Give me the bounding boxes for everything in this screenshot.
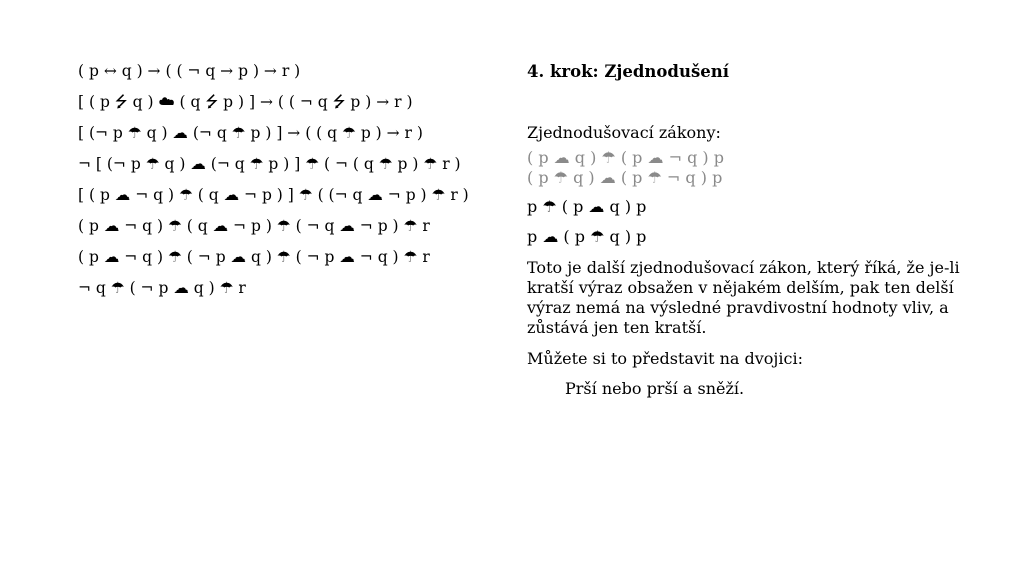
absorption-law-1: ( p ☁ q ) ☂ ( p ☁ ¬ q ) p [527, 148, 724, 167]
formula-line-2: [ ( p ⭍ q ) ☁ ( q ⭍ p ) ] → ( ( ¬ q ⭍ p ) → r ) [78, 93, 413, 111]
explanation-panel [527, 56, 997, 404]
explanation-text: Toto je další zjednodušovací zákon, který říká, že je-li kratší výraz obsažen v nějakém delším, pak ten delší výraz nemá na výsledné pravdivostní hodnoty vliv, a zůstává jen ten kratší. [527, 258, 960, 337]
formula-line-8: ¬ q ☂ ( ¬ p ☁ q ) ☂ r [78, 279, 246, 297]
spacer [527, 87, 997, 118]
formula-line-4: ¬ [ (¬ p ☂ q ) ☁ (¬ q ☂ p ) ] ☂ ( ¬ ( q ☂ p ) ☂ r ) [78, 155, 461, 173]
simplification-rule-2: p ☁ ( p ☂ q ) p [527, 227, 647, 246]
absorption-laws [527, 148, 997, 188]
formula-line-5: [ ( p ☁ ¬ q ) ☂ ( q ☁ ¬ p ) ] ☂ ( (¬ q ☁ ¬ p ) ☂ r ) [78, 186, 469, 204]
step-heading: 4. krok: Zjednodušení [527, 62, 730, 81]
example-intro: Můžete si to představit na dvojici: [527, 349, 803, 368]
formula-line-6: ( p ☁ ¬ q ) ☂ ( q ☁ ¬ p ) ☂ ( ¬ q ☁ ¬ p ) ☂ r [78, 217, 430, 235]
laws-label: Zjednodušovací zákony: [527, 123, 721, 142]
example-sentence: Prší nebo prší a sněží. [565, 379, 745, 398]
formula-line-1: ( p ↔ q ) → ( ( ¬ q → p ) → r ) [78, 62, 301, 80]
formula-line-7: ( p ☁ ¬ q ) ☂ ( ¬ p ☁ q ) ☂ ( ¬ p ☁ ¬ q ) ☂ r [78, 248, 430, 266]
formula-line-3: [ (¬ p ☂ q ) ☁ (¬ q ☂ p ) ] → ( ( q ☂ p ) → r ) [78, 124, 423, 142]
derivation-steps [78, 56, 498, 304]
simplification-rule-1: p ☂ ( p ☁ q ) p [527, 197, 647, 216]
absorption-law-2: ( p ☂ q ) ☁ ( p ☂ ¬ q ) p [527, 168, 723, 187]
